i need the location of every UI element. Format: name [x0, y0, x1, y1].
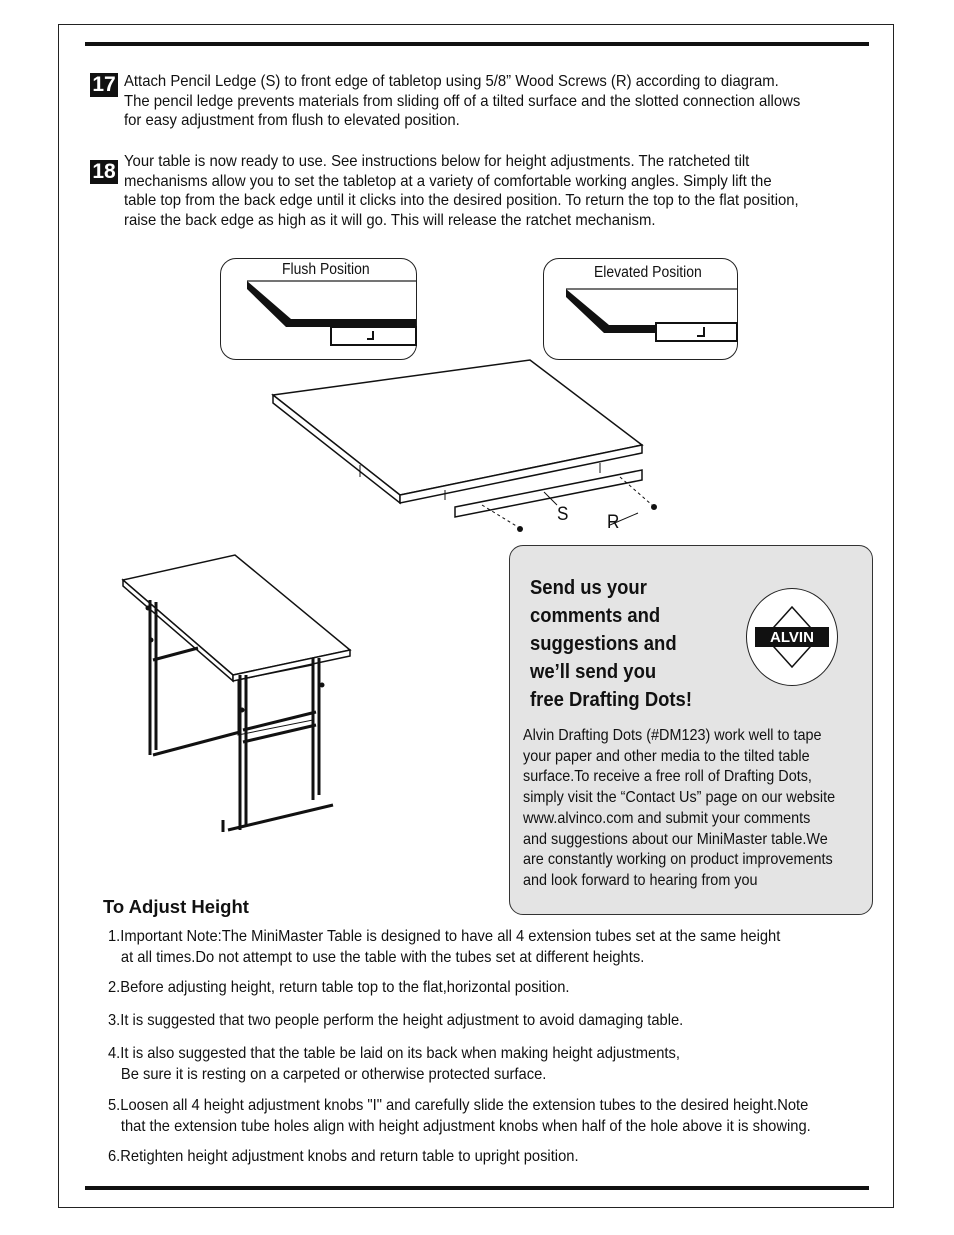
screw-label-r: R — [607, 512, 620, 533]
alvin-logo — [746, 588, 838, 686]
table-illustration — [118, 550, 358, 840]
adjust-item-line: 6.Retighten height adjustment knobs and return table to upright position. — [108, 1148, 579, 1165]
flush-position-title: Flush Position — [282, 261, 370, 278]
adjust-item-1 — [108, 927, 780, 968]
adjust-item-2 — [108, 978, 570, 999]
adjust-item-line: 5.Loosen all 4 height adjustment knobs "I" and carefully slide the extension tubes to the desired height.Note — [108, 1097, 809, 1114]
step-18-text — [124, 152, 812, 230]
elevated-position-illustration — [544, 259, 737, 359]
promo-panel — [509, 545, 873, 915]
bottom-rule — [85, 1186, 869, 1190]
adjust-item-6 — [108, 1147, 579, 1168]
step-18-badge: 18 — [90, 160, 118, 184]
adjust-item-line: 4.It is also suggested that the table be laid on its back when making height adjustments, — [108, 1045, 680, 1062]
step-18-line: table top from the back edge until it clicks into the desired position. To return the top to the flat position, — [124, 192, 799, 209]
alvin-logo-mark — [747, 589, 837, 685]
promo-headline-line: comments and — [530, 604, 661, 627]
step-17-line: Attach Pencil Ledge (S) to front edge of tabletop using 5/8” Wood Screws (R) according to diagram. — [124, 73, 779, 90]
promo-headline-line: Send us your — [530, 576, 647, 599]
adjust-item-line: Be sure it is resting on a carpeted or otherwise protected surface. — [120, 1065, 547, 1083]
promo-headline-line: free Drafting Dots! — [530, 688, 692, 711]
promo-body-line: Alvin Drafting Dots (#DM123) work well to tape — [523, 727, 822, 744]
step-18-line: Your table is now ready to use. See instructions below for height adjustments. The ratcheted tilt — [124, 153, 750, 170]
step-17-text — [124, 72, 812, 131]
alvin-logo-text: ALVIN — [770, 629, 814, 646]
adjust-item-line: 3.It is suggested that two people perform the height adjustment to avoid damaging table. — [108, 1012, 684, 1029]
flush-position-box — [220, 258, 417, 360]
step-17-badge: 17 — [90, 73, 118, 97]
promo-headline-line: suggestions and — [530, 632, 677, 655]
elevated-position-title: Elevated Position — [594, 264, 702, 281]
ledge-label-s: S — [557, 504, 569, 525]
adjust-item-line: at all times.Do not attempt to use the table with the tubes set at different heights. — [120, 948, 645, 966]
adjust-item-5 — [108, 1096, 811, 1137]
promo-body-line: surface.To receive a free roll of Drafting Dots, — [523, 768, 812, 786]
promo-headline-line: we’ll send you — [530, 660, 657, 683]
adjust-height-title: To Adjust Height — [103, 896, 249, 917]
promo-body-line: are constantly working on product improvements — [523, 851, 833, 869]
step-18-line: mechanisms allow you to set the tabletop at a variety of comfortable working angles. Simply lift the — [124, 172, 772, 190]
adjust-item-line: that the extension tube holes align with height adjustment knobs when half of the hole above it is showing. — [120, 1117, 811, 1135]
adjust-item-line: 2.Before adjusting height, return table top to the flat,horizontal position. — [108, 979, 570, 996]
step-17-line: The pencil ledge prevents materials from sliding off of a tilted surface and the slotted connection allows — [124, 92, 801, 110]
adjust-item-4 — [108, 1044, 680, 1085]
adjust-item-3 — [108, 1011, 683, 1032]
adjust-item-line: 1.Important Note:The MiniMaster Table is designed to have all 4 extension tubes set at the same height — [108, 928, 781, 945]
step-18-line: raise the back edge as high as it will go. This will release the ratchet mechanism. — [124, 211, 656, 229]
promo-body — [523, 726, 835, 892]
promo-body-line: your paper and other media to the tilted table — [523, 747, 810, 765]
elevated-position-box — [543, 258, 738, 360]
promo-body-line: www.alvinco.com and submit your comments — [523, 809, 811, 827]
step-17-line: for easy adjustment from flush to elevated position. — [124, 112, 460, 129]
promo-body-line: and suggestions about our MiniMaster table.We — [523, 830, 828, 848]
top-rule — [85, 42, 869, 46]
flush-position-illustration — [221, 259, 416, 359]
tabletop-ledge-illustration — [270, 355, 670, 535]
promo-headline — [530, 574, 692, 714]
promo-body-line: and look forward to hearing from you — [523, 871, 758, 889]
promo-body-line: simply visit the “Contact Us” page on our website — [523, 789, 836, 807]
